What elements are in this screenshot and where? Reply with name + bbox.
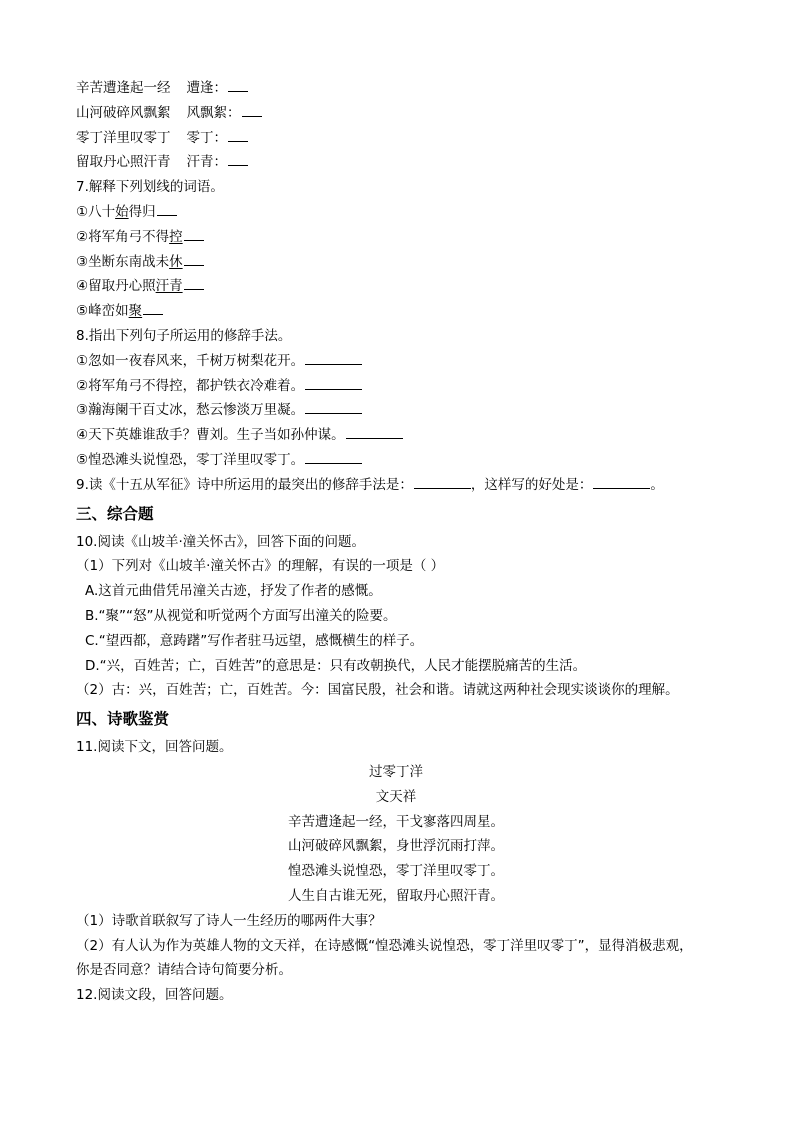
q6-item-3: 零丁洋里叹零丁 零丁： xyxy=(76,126,716,151)
document-page xyxy=(76,76,716,1008)
answer-blank[interactable] xyxy=(157,203,177,216)
q7-item-5: ⑤峰峦如聚 xyxy=(76,299,716,324)
answer-blank[interactable] xyxy=(305,352,362,365)
answer-blank[interactable] xyxy=(184,253,204,266)
q10-sub1: （1）下列对《山坡羊·潼关怀古》的理解，有误的一项是（ ） xyxy=(76,558,445,575)
poem-author: 文天祥 xyxy=(375,788,417,805)
q10-stem: 10.阅读《山坡羊·潼关怀古》，回答下面的问题。 xyxy=(76,533,366,550)
q6-item-1: 辛苦遭逢起一经 遭逢： xyxy=(76,76,716,101)
section-heading-3: 三、综合题 xyxy=(76,504,154,523)
poem-line: 惶恐滩头说惶恐，零丁洋里叹零丁。 xyxy=(288,863,504,880)
answer-blank[interactable] xyxy=(184,228,204,241)
q8-item-4: ④天下英雄谁敌手？曹刘。生子当如孙仲谋。 xyxy=(76,423,716,448)
answer-blank[interactable] xyxy=(184,277,204,290)
answer-blank[interactable] xyxy=(346,426,403,439)
answer-blank[interactable] xyxy=(305,401,362,414)
answer-blank[interactable] xyxy=(228,153,248,166)
q8-item-3: ③瀚海阑干百丈冰，愁云惨淡万里凝。 xyxy=(76,398,716,423)
q12-stem: 12.阅读文段，回答问题。 xyxy=(76,987,233,1004)
poem-line: 人生自古谁无死，留取丹心照汗青。 xyxy=(288,887,504,904)
q11-sub1: （1）诗歌首联叙写了诗人一生经历的哪两件大事？ xyxy=(76,912,382,929)
q10-option-d: D.“兴，百姓苦；亡，百姓苦”的意思是：只有改朝换代，人民才能摆脱痛苦的生活。 xyxy=(85,657,587,674)
answer-blank[interactable] xyxy=(143,302,163,315)
answer-blank[interactable] xyxy=(305,377,362,390)
poem-line: 山河破碎风飘絮，身世浮沉雨打萍。 xyxy=(288,838,504,855)
q8-item-5: ⑤惶恐滩头说惶恐，零丁洋里叹零丁。 xyxy=(76,448,716,473)
answer-blank[interactable] xyxy=(242,104,262,117)
q10-option-a: A.这首元曲借凭吊潼关古迹，抒发了作者的感慨。 xyxy=(85,583,382,600)
q11-stem: 11.阅读下文，回答问题。 xyxy=(76,739,233,756)
answer-blank[interactable] xyxy=(228,79,248,92)
q11-sub2-line2: 你是否同意？请结合诗句简要分析。 xyxy=(76,962,292,979)
q7-item-2: ②将军角弓不得控 xyxy=(76,225,716,250)
answer-blank[interactable] xyxy=(305,451,362,464)
answer-blank[interactable] xyxy=(593,476,650,489)
q6-item-4: 留取丹心照汗青 汗青： xyxy=(76,150,716,175)
q11-sub2-line1: （2）有人认为作为英雄人物的文天祥，在诗感慨“惶恐滩头说惶恐，零丁洋里叹零丁”，显得消极悲观， xyxy=(76,937,693,954)
poem-line: 辛苦遭逢起一经，干戈寥落四周星。 xyxy=(288,813,504,830)
q10-option-b: B.“聚”“怒”从视觉和听觉两个方面写出潼关的险要。 xyxy=(85,607,397,624)
answer-blank[interactable] xyxy=(414,476,471,489)
q10-sub2: （2）古：兴，百姓苦；亡，百姓苦。今：国富民殷，社会和谐。请就这两种社会现实谈谈你的理解。 xyxy=(76,682,679,699)
q7-stem: 7.解释下列划线的词语。 xyxy=(76,179,224,196)
q7-item-3: ③坐断东南战未休 xyxy=(76,250,716,275)
poem-title: 过零丁洋 xyxy=(369,763,423,780)
answer-blank[interactable] xyxy=(228,129,248,142)
q7-item-1: ①八十始得归 xyxy=(76,200,716,225)
section-heading-4: 四、诗歌鉴赏 xyxy=(76,710,170,729)
q6-item-2: 山河破碎风飘絮 风飘絮： xyxy=(76,101,716,126)
q7-item-4: ④留取丹心照汗青 xyxy=(76,274,716,299)
q10-option-c: C.“望西都，意踌躇”写作者驻马远望，感慨横生的样子。 xyxy=(85,632,424,649)
q8-item-1: ①忽如一夜春风来，千树万树梨花开。 xyxy=(76,349,716,374)
q8-stem: 8.指出下列句子所运用的修辞手法。 xyxy=(76,327,292,344)
q8-item-2: ②将军角弓不得控，都护铁衣冷难着。 xyxy=(76,374,716,399)
q9-question: 9.读《十五从军征》诗中所运用的最突出的修辞手法是： ，这样写的好处是： 。 xyxy=(76,476,664,493)
